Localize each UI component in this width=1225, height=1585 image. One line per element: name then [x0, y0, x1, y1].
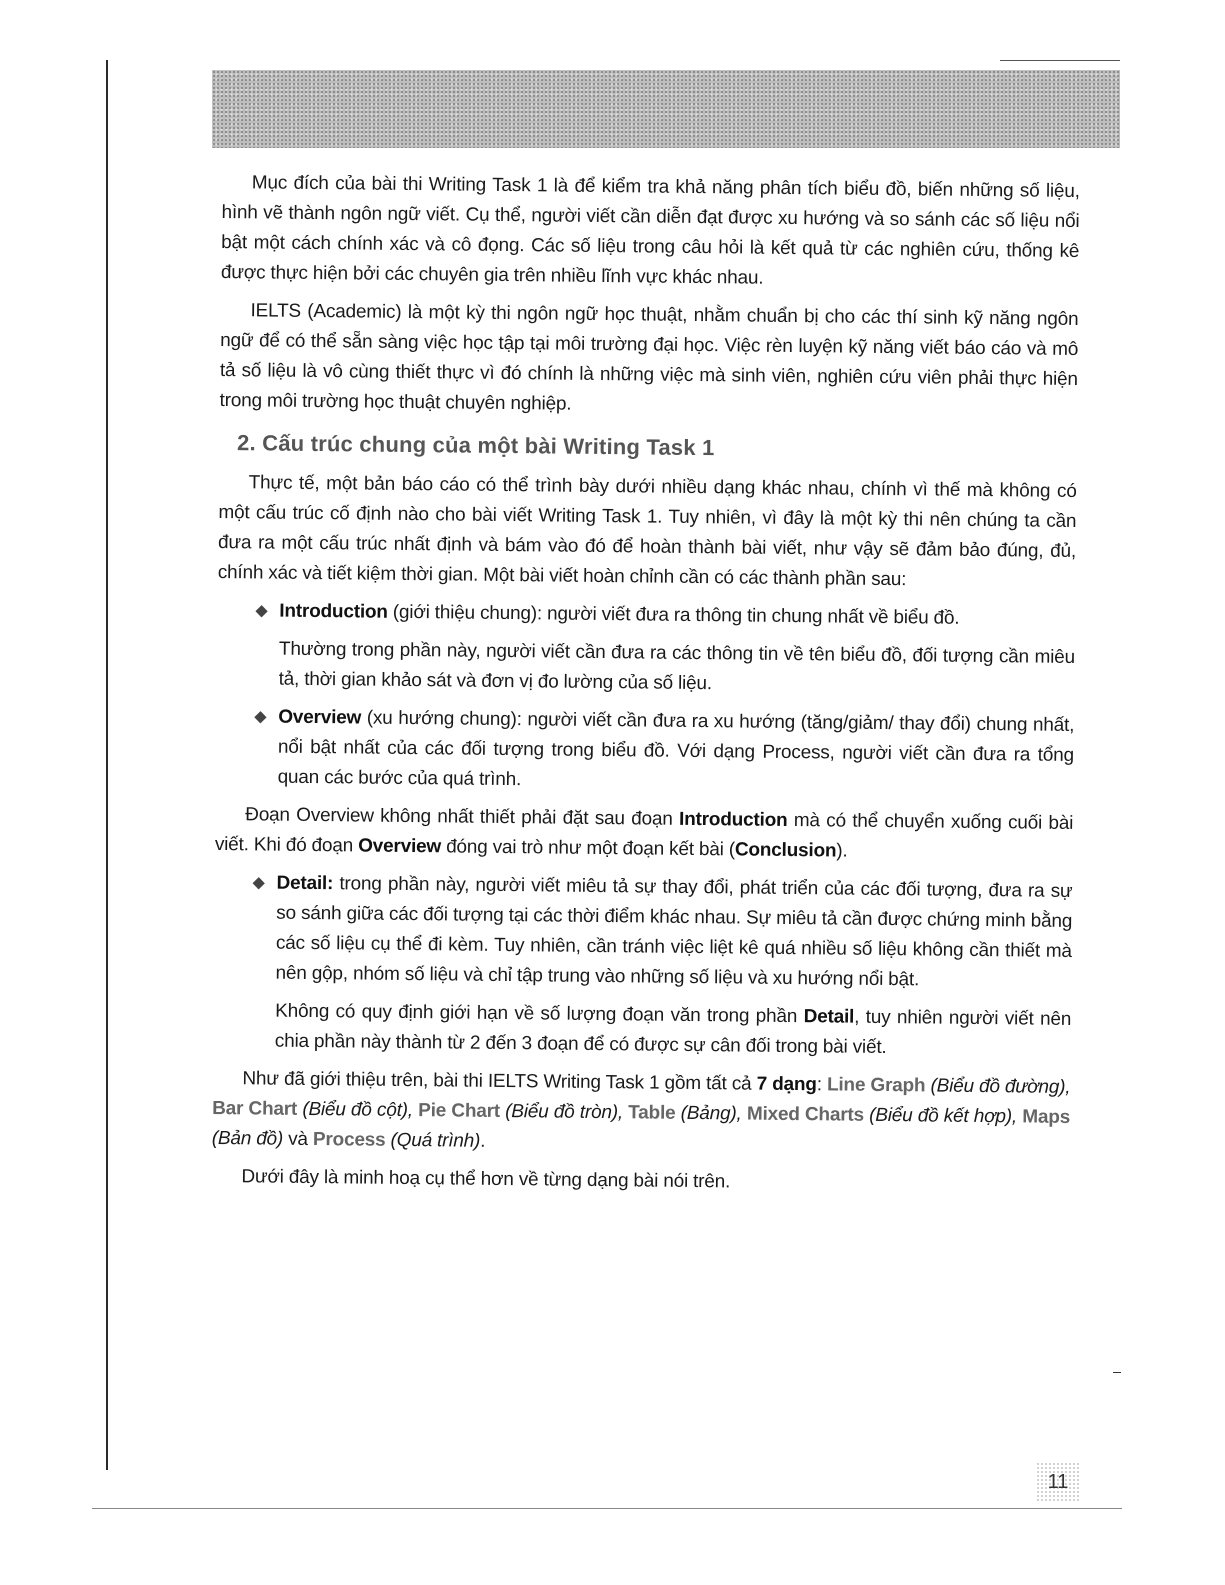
- type-maps: Maps: [1022, 1106, 1071, 1128]
- page-content: [211, 168, 1080, 1209]
- type-process: Process: [312, 1129, 386, 1151]
- task-types-count: 7 dạng: [756, 1073, 817, 1096]
- detail-note-text: Không có quy định giới hạn về số lượng đoạn văn trong phần: [275, 1000, 804, 1028]
- type-mixed-charts: Mixed Charts: [746, 1103, 865, 1126]
- introduction-text: (giới thiệu chung): người viết đưa ra thông tin chung nhất về biểu đồ.: [387, 601, 960, 629]
- type-note: (Bản đồ): [211, 1127, 284, 1150]
- top-rule: [1000, 60, 1120, 61]
- task-types-text: .: [480, 1130, 486, 1152]
- type-note: (Biểu đồ kết hợp),: [863, 1104, 1023, 1128]
- overview-note-text: mà có thể chuyển xuống cuối bài viết. Khi đó đoạn: [214, 809, 1074, 857]
- overview-note-text: ).: [836, 840, 848, 862]
- type-pie-chart: Pie Chart: [418, 1100, 501, 1122]
- margin-mark: [1113, 1372, 1121, 1373]
- overview-note: [215, 800, 1074, 869]
- section-heading: 2. Cấu trúc chung của một bài Writing Task 1: [236, 430, 715, 461]
- diamond-bullet-icon: ◆: [252, 874, 265, 892]
- binding-edge-line: [106, 60, 108, 1470]
- detail-text: trong phần này, người viết miêu tả sự thay đổi, phát triển của các đối tượng, đưa ra sự so sánh giữa các đối tượng tại các thời điểm khác nhau. Sự miêu tả cần được chứng minh bằng các số liệu cụ thể đi kèm. Tuy nhiên, cần tránh việc liệt kê quá nhiều số liệu không cần thiết mà nên gộp, nhóm số liệu và chỉ tập trung vào những số liệu và xu hướng nổi bật.: [275, 873, 1073, 991]
- overview-note-term: Overview: [358, 835, 442, 858]
- task-types-paragraph: [212, 1064, 1071, 1163]
- introduction-detail: Thường trong phần này, người viết cần đưa ra các thông tin về tên biểu đồ, đối tượng cần miêu tả, thời gian khảo sát và đơn vị đo lường của số liệu.: [278, 638, 1076, 695]
- type-note: (Bảng),: [675, 1102, 747, 1125]
- type-table: Table: [628, 1102, 676, 1124]
- diamond-bullet-icon: ◆: [254, 708, 267, 726]
- type-note: (Biểu đồ đường),: [925, 1075, 1071, 1098]
- task-types-text: và: [283, 1128, 314, 1151]
- overview-note-text: đóng vai trò như một đoạn kết bài (: [440, 836, 735, 861]
- detail-note-text: , tuy nhiên người viết nên chia phần này thành từ 2 đến 3 đoạn để có được sự cân đối trong bài viết.: [274, 1006, 1072, 1059]
- overview-text: (xu hướng chung): người viết cần đưa ra xu hướng (tăng/giảm/ thay đổi) chung nhất, nổi bật nhất của các đối tượng trong biểu đồ. Với dạng Process, người viết cần đưa ra tổng quan các bước của quá trình.: [277, 707, 1075, 791]
- overview-note-term: Introduction: [678, 808, 788, 831]
- closing-paragraph: Dưới đây là minh hoạ cụ thể hơn về từng dạng bài nói trên.: [241, 1166, 731, 1193]
- overview-note-term: Conclusion: [734, 839, 837, 862]
- bullet-introduction: [216, 596, 1075, 703]
- introduction-term: Introduction: [279, 600, 388, 623]
- detail-line: [275, 869, 1072, 997]
- type-note: (Biểu đồ cột),: [297, 1098, 419, 1122]
- bullet-detail: [213, 868, 1073, 1065]
- detail-note: [275, 997, 1072, 1065]
- diamond-bullet-icon: ◆: [255, 602, 268, 620]
- bullet-overview: [215, 702, 1074, 801]
- structure-paragraph: Thực tế, một bản báo cáo có thể trình bày dưới nhiều dạng khác nhau, chính vì thế mà không có một cấu trúc cố định nào cho bài viết Writing Task 1. Tuy nhiên, vì đây là một kỳ thi nên chúng ta cần đưa ra một cấu trúc nhất định và bám vào đó để hoàn thành bài viết, như vậy sẽ đảm bảo đúng, đủ, chính xác và tiết kiệm thời gian. Một bài viết hoàn chỉnh cần có các thành phần sau:: [217, 472, 1077, 591]
- overview-line: [277, 703, 1074, 801]
- intro-paragraph-1: Mục đích của bài thi Writing Task 1 là để kiểm tra khả năng phân tích biểu đồ, biến những số liệu, hình vẽ thành ngôn ngữ viết. Cụ thể, người viết cần diễn đạt được xu hướng và so sánh các số liệu nổi bật một cách chính xác và cô đọng. Các số liệu trong câu hỏi là kết quả từ các nghiên cứu, thống kê được thực hiện bởi các chuyên gia trên nhiều lĩnh vực khác nhau.: [220, 172, 1080, 289]
- task-types-text: :: [816, 1074, 828, 1096]
- type-note: (Biểu đồ tròn),: [499, 1100, 629, 1124]
- introduction-line: [279, 597, 1075, 635]
- bottom-rule: [92, 1508, 1122, 1509]
- type-line-graph: Line Graph: [826, 1074, 926, 1097]
- overview-note-text: Đoạn Overview không nhất thiết phải đặt sau đoạn: [245, 804, 680, 830]
- detail-term: Detail:: [276, 872, 334, 895]
- type-note: (Quá trình): [385, 1129, 481, 1152]
- task-types-text: Như đã giới thiệu trên, bài thi IELTS Writing Task 1 gồm tất cả: [242, 1068, 757, 1095]
- detail-note-term: Detail: [803, 1006, 855, 1028]
- page-number: 11: [1036, 1462, 1080, 1502]
- intro-paragraph-2: IELTS (Academic) là một kỳ thi ngôn ngữ học thuật, nhằm chuẩn bị cho các thí sinh kỹ năng ngôn ngữ để có thể sẵn sàng việc học tập tại môi trường đại học. Việc rèn luyện kỹ năng viết báo cáo và mô tả số liệu là vô cùng thiết thực vì đó chính là những việc mà sinh viên, nghiên cứu viên phải thực hiện trong môi trường học thuật chuyên nghiệp.: [219, 300, 1079, 415]
- overview-term: Overview: [278, 706, 362, 729]
- type-bar-chart: Bar Chart: [212, 1097, 298, 1120]
- header-band: [212, 70, 1120, 148]
